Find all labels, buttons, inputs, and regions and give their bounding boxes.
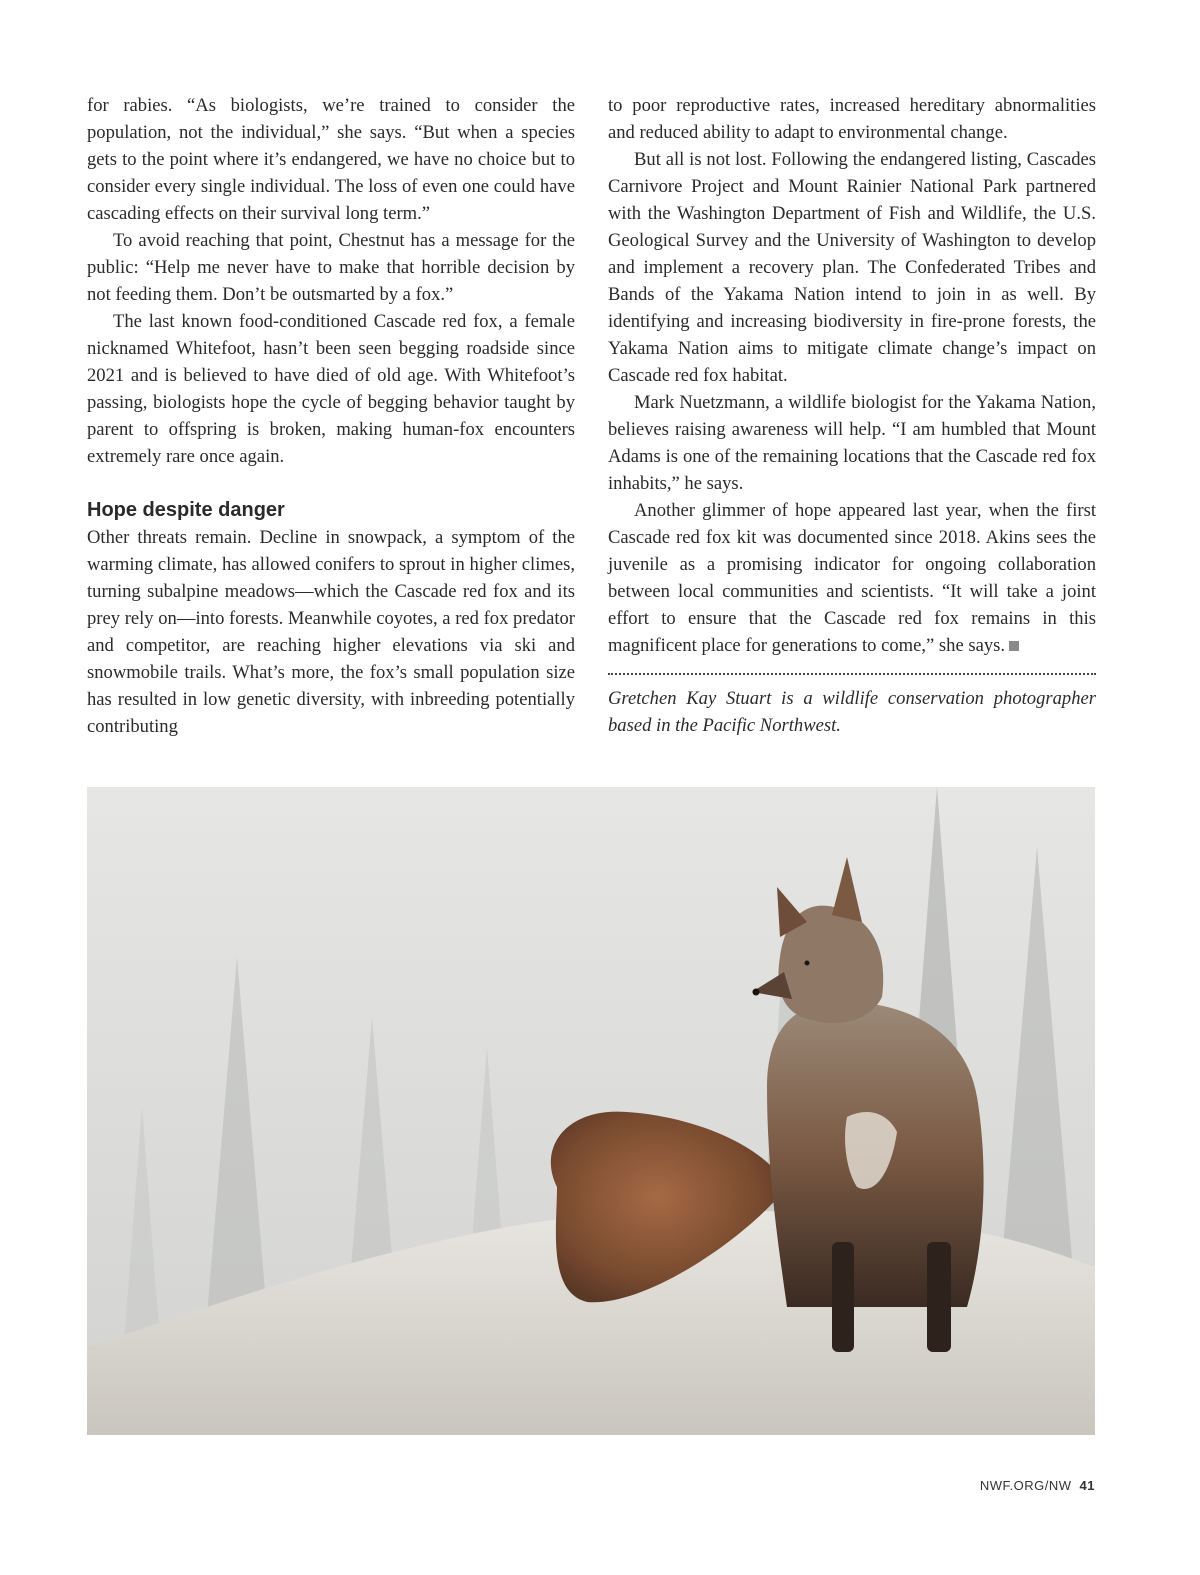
fox-leg-front-right	[927, 1242, 951, 1352]
fox-photo	[87, 787, 1095, 1435]
left-column	[87, 92, 575, 740]
page-number: 41	[1079, 1478, 1095, 1493]
right-paragraph-3: Mark Nuetzmann, a wildlife biologist for the Yakama Nation, believes raising awareness will help. “I am humbled that Mount Adams is one of the remaining locations that the Cascade red fox inhabits,” he says.	[608, 392, 1096, 494]
fox-leg-front-left	[832, 1242, 854, 1352]
right-paragraph-4	[608, 497, 1096, 659]
fox-eye	[805, 961, 810, 966]
left-paragraph-3: The last known food-conditioned Cascade red fox, a female nicknamed Whitefoot, hasn’t been seen begging roadside since 2021 and is believed to have died of old age. With Whitefoot’s passing, biologists hope the cycle of begging behavior taught by parent to offspring is broken, making human-fox encounters extremely rare once again.	[87, 311, 575, 467]
left-paragraph-1: for rabies. “As biologists, we’re trained to consider the population, not the individual,” she says. “But when a species gets to the point where it’s endangered, we have no choice but to consider every single individual. The loss of even one could have cascading effects on their survival long term.”	[87, 95, 575, 224]
page-footer	[980, 1478, 1095, 1493]
right-paragraph-2: But all is not lost. Following the endangered listing, Cascades Carnivore Project and Mount Rainier National Park partnered with the Washington Department of Fish and Wildlife, the U.S. Geological Survey and the University of Washington to develop and implement a recovery plan. The Confederated Tribes and Bands of the Yakama Nation intend to join in as well. By identifying and increasing biodiversity in fire-prone forests, the Yakama Nation aims to mitigate climate change’s impact on Cascade red fox habitat.	[608, 149, 1096, 386]
left-paragraph-2: To avoid reaching that point, Chestnut has a message for the public: “Help me never have to make that horrible decision by not feeding them. Don’t be outsmarted by a fox.”	[87, 230, 575, 305]
fox-on-snow-image	[87, 787, 1095, 1435]
right-paragraph-1: to poor reproductive rates, increased hereditary abnormalities and reduced ability to adapt to environmental change.	[608, 95, 1096, 143]
section-subhead: Hope despite danger	[87, 499, 285, 521]
dotted-divider	[608, 673, 1096, 675]
footer-site: NWF.ORG/NW	[979, 1478, 1072, 1493]
right-column	[608, 92, 1096, 739]
fox-nose	[753, 989, 760, 996]
end-mark-icon	[1009, 641, 1019, 651]
author-bio: Gretchen Kay Stuart is a wildlife conservation photographer based in the Pacific Northwest.	[608, 688, 1096, 736]
left-paragraph-4: Other threats remain. Decline in snowpack, a symptom of the warming climate, has allowed conifers to sprout in higher climes, turning subalpine meadows—which the Cascade red fox and its prey rely on—into forests. Meanwhile coyotes, a red fox predator and competitor, are reaching higher elevations via ski and snowmobile trails. What’s more, the fox’s small population size has resulted in low genetic diversity, with inbreeding potentially contributing	[87, 527, 575, 737]
right-paragraph-4-text: Another glimmer of hope appeared last year, when the first Cascade red fox kit was documented since 2018. Akins sees the juvenile as a promising indicator for ongoing collaboration between local communities and scientists. “It will take a joint effort to ensure that the Cascade red fox remains in this magnificent place for generations to come,” she says.	[608, 500, 1096, 656]
